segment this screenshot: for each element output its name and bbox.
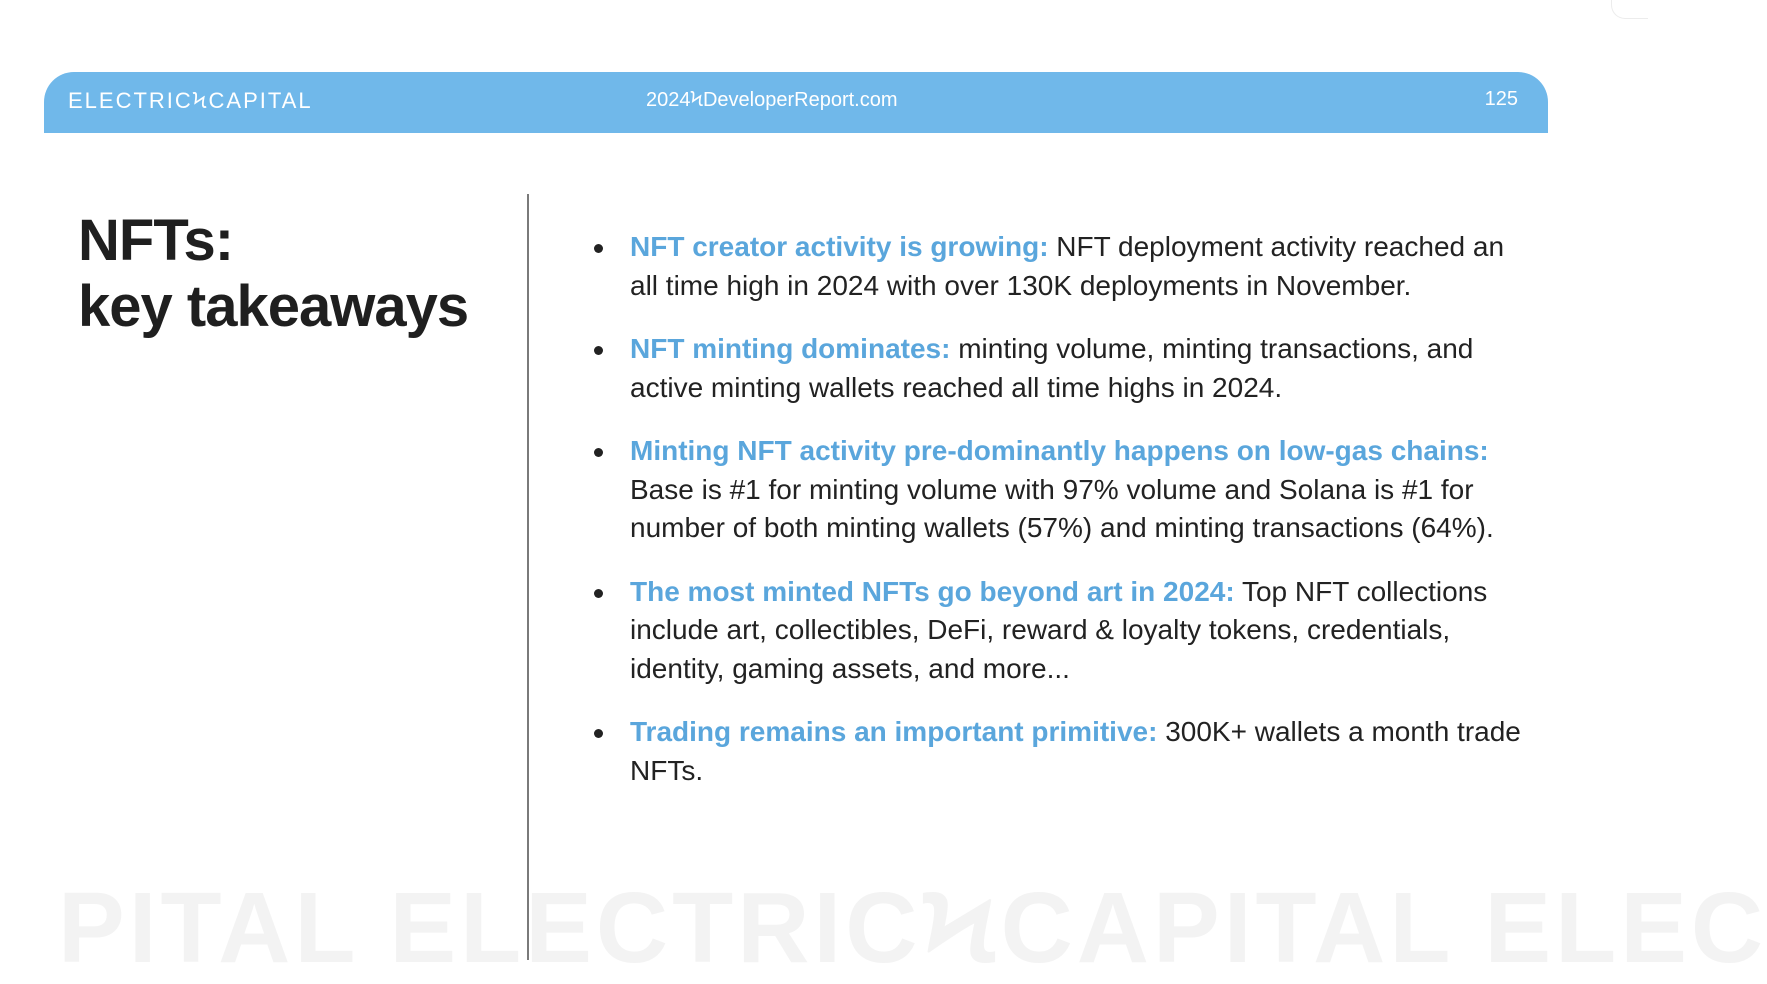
vertical-divider [527,194,529,960]
bullet-dot-icon [594,589,603,598]
takeaway-item [592,432,1522,548]
bullet-dot-icon [594,244,603,253]
takeaway-text: NFT deployment activity reached an all time high in 2024 with over 130K deployments in November. [630,231,1505,301]
takeaway-text: minting volume, minting transactions, and active minting wallets reached all time highs in 2024. [630,333,1474,403]
takeaways-list [592,228,1522,815]
takeaway-lead: NFT creator activity is growing: [630,231,1049,262]
takeaway-text: Base is #1 for minting volume with 97% volume and Solana is #1 for number of both minting wallets (57%) and minting transactions (64%). [630,473,1494,543]
slide-title-line-1: NFTs: [78,208,234,273]
report-site-url: 2024ϞDeveloperReport.com [646,89,898,111]
takeaway-lead: Minting NFT activity pre-dominantly happens on low-gas chains: [630,435,1489,466]
page-number: 125 [1484,88,1518,110]
slide-title-line-2: key takeaways [78,274,469,339]
takeaway-text: Top NFT collections include art, collectibles, DeFi, reward & loyalty tokens, credentials, identity, gaming assets, and more... [630,575,1488,684]
brand-watermark: PITAL ELECTRICϞCAPITAL ELEC [58,872,1767,984]
bullet-dot-icon [594,729,603,738]
takeaway-text: 300K+ wallets a month trade NFTs. [630,716,1521,786]
takeaway-lead: The most minted NFTs go beyond art in 2024: [630,575,1235,607]
brand-logo-text: ELECTRICϞCAPITAL [68,88,313,113]
takeaway-lead: NFT minting dominates: [630,333,951,364]
takeaway-item [592,330,1522,407]
takeaway-item [592,713,1522,790]
slide-title [78,208,468,340]
corner-tab [1611,0,1648,19]
takeaway-item [592,228,1522,305]
header-bar [44,72,1548,133]
takeaway-lead: Trading remains an important primitive: [630,716,1158,747]
bullet-dot-icon [594,448,603,457]
takeaway-item [592,573,1522,689]
bullet-dot-icon [594,346,603,355]
